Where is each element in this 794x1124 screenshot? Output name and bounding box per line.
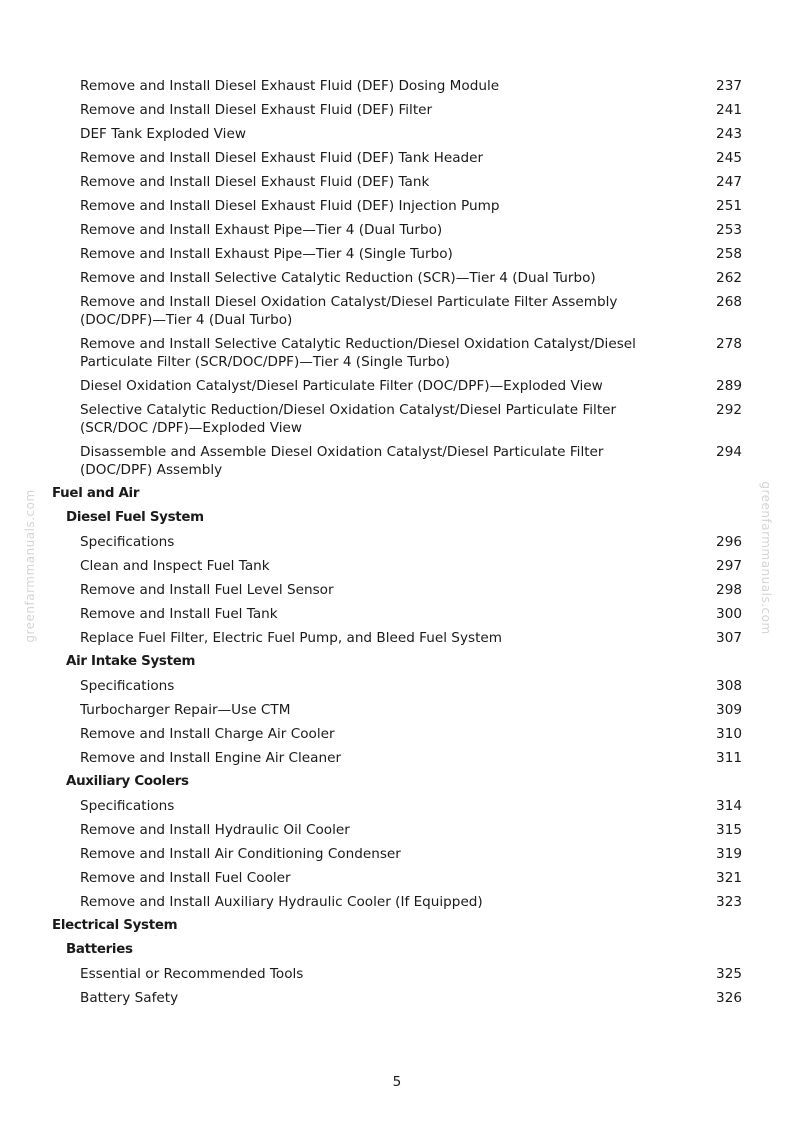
toc-entry-page: 243 xyxy=(716,126,742,142)
toc-entry[interactable] xyxy=(52,965,742,983)
toc-entry-page: 298 xyxy=(716,582,742,598)
watermark-right: greenfarmmanuals.com xyxy=(759,481,773,635)
toc-entry-title: Remove and Install Selective Catalytic Reduction (SCR)—Tier 4 (Dual Turbo) xyxy=(80,270,596,286)
toc-entry-title: Turbocharger Repair—Use CTM xyxy=(80,702,291,718)
toc-entry-page: 323 xyxy=(716,894,742,910)
toc-entry[interactable] xyxy=(52,221,742,239)
toc-entry-title: Battery Safety xyxy=(80,990,179,1006)
toc-entry-page: 315 xyxy=(716,822,742,838)
toc-entry[interactable] xyxy=(52,869,742,887)
toc-entry-page: 321 xyxy=(716,870,742,886)
toc-entry-title: Remove and Install Charge Air Cooler xyxy=(80,726,335,742)
toc-entry[interactable] xyxy=(52,893,742,911)
toc-entry[interactable] xyxy=(52,335,742,371)
toc-entry[interactable] xyxy=(52,197,742,215)
toc-entry[interactable] xyxy=(52,245,742,263)
toc-entry-page: 296 xyxy=(716,534,742,550)
toc-entry-title: Auxiliary Coolers xyxy=(66,774,189,789)
toc-entry[interactable] xyxy=(52,443,742,479)
toc-entry-title: Clean and Inspect Fuel Tank xyxy=(80,558,270,574)
toc-entry-title: Remove and Install Fuel Cooler xyxy=(80,870,291,886)
toc-subsection-heading[interactable] xyxy=(52,941,742,959)
toc-entry-title: Selective Catalytic Reduction/Diesel Oxidation Catalyst/Diesel Particulate Filter (SCR/DOC /DPF)—Exploded View xyxy=(80,402,617,436)
toc-entry-title: Remove and Install Diesel Oxidation Catalyst/Diesel Particulate Filter Assembly (DOC/DPF)—Tier 4 (Dual Turbo) xyxy=(80,294,618,328)
toc-entry[interactable] xyxy=(52,293,742,329)
toc-entry-title: Specifications xyxy=(80,798,175,814)
toc-entry-page: 307 xyxy=(716,630,742,646)
toc-entry-page: 289 xyxy=(716,378,742,394)
toc-entry-title: Remove and Install Selective Catalytic Reduction/Diesel Oxidation Catalyst/Diesel Particulate Filter (SCR/DOC/DPF)—Tier 4 (Single Turbo) xyxy=(80,336,636,370)
toc-entry-page: 310 xyxy=(716,726,742,742)
toc-entry[interactable] xyxy=(52,629,742,647)
toc-entry[interactable] xyxy=(52,845,742,863)
toc-entry-title: Disassemble and Assemble Diesel Oxidation Catalyst/Diesel Particulate Filter (DOC/DPF) Assembly xyxy=(80,444,604,478)
toc-entry-page: 319 xyxy=(716,846,742,862)
toc-subsection-heading[interactable] xyxy=(52,773,742,791)
toc-entry-title: Remove and Install Exhaust Pipe—Tier 4 (Dual Turbo) xyxy=(80,222,443,238)
toc-entry[interactable] xyxy=(52,401,742,437)
toc-entry-title: DEF Tank Exploded View xyxy=(80,126,246,142)
toc-subsection-heading[interactable] xyxy=(52,509,742,527)
toc-entry-page: 245 xyxy=(716,150,742,166)
toc-entry[interactable] xyxy=(52,989,742,1007)
toc-entry-page: 251 xyxy=(716,198,742,214)
toc-entry-title: Remove and Install Air Conditioning Condenser xyxy=(80,846,401,862)
toc-entry[interactable] xyxy=(52,377,742,395)
toc-entry-title: Electrical System xyxy=(52,918,178,933)
toc-entry[interactable] xyxy=(52,605,742,623)
toc-entry-title: Batteries xyxy=(66,942,133,957)
toc-entry[interactable] xyxy=(52,101,742,119)
toc-entry-title: Remove and Install Diesel Exhaust Fluid (DEF) Injection Pump xyxy=(80,198,500,214)
toc-entry[interactable] xyxy=(52,701,742,719)
toc-entry-page: 325 xyxy=(716,966,742,982)
toc-entry-title: Remove and Install Fuel Level Sensor xyxy=(80,582,334,598)
toc-entry-title: Remove and Install Diesel Exhaust Fluid (DEF) Tank Header xyxy=(80,150,484,166)
toc-entry-page: 309 xyxy=(716,702,742,718)
toc-entry[interactable] xyxy=(52,581,742,599)
toc-entry-title: Essential or Recommended Tools xyxy=(80,966,304,982)
toc-entry-page: 268 xyxy=(716,294,742,310)
toc-entry-title: Remove and Install Hydraulic Oil Cooler xyxy=(80,822,350,838)
toc-entry[interactable] xyxy=(52,533,742,551)
toc-subsection-heading[interactable] xyxy=(52,653,742,671)
toc-entry[interactable] xyxy=(52,749,742,767)
toc-entry-page: 326 xyxy=(716,990,742,1006)
watermark-left: greenfarmmanuals.com xyxy=(23,489,37,643)
toc-entry-title: Replace Fuel Filter, Electric Fuel Pump, and Bleed Fuel System xyxy=(80,630,503,646)
toc-entry-page: 253 xyxy=(716,222,742,238)
toc-entry-title: Remove and Install Auxiliary Hydraulic Cooler (If Equipped) xyxy=(80,894,483,910)
toc-section-heading[interactable] xyxy=(52,917,742,935)
toc-entry-page: 241 xyxy=(716,102,742,118)
toc-entry-title: Diesel Oxidation Catalyst/Diesel Particulate Filter (DOC/DPF)—Exploded View xyxy=(80,378,603,394)
toc-entry-title: Remove and Install Exhaust Pipe—Tier 4 (Single Turbo) xyxy=(80,246,453,262)
toc-entry-title: Remove and Install Fuel Tank xyxy=(80,606,278,622)
toc-entry-page: 262 xyxy=(716,270,742,286)
toc-entry[interactable] xyxy=(52,173,742,191)
toc-entry-page: 297 xyxy=(716,558,742,574)
toc-entry-title: Air Intake System xyxy=(66,654,196,669)
toc-entry-title: Remove and Install Diesel Exhaust Fluid (DEF) Tank xyxy=(80,174,430,190)
toc-entry-title: Remove and Install Engine Air Cleaner xyxy=(80,750,342,766)
toc-entry[interactable] xyxy=(52,149,742,167)
toc-entry-title: Remove and Install Diesel Exhaust Fluid (DEF) Filter xyxy=(80,102,433,118)
toc-entry[interactable] xyxy=(52,269,742,287)
toc-entry[interactable] xyxy=(52,557,742,575)
toc-entry-title: Diesel Fuel System xyxy=(66,510,204,525)
toc-entry-page: 292 xyxy=(716,402,742,418)
toc-entry-page: 300 xyxy=(716,606,742,622)
toc-entry-title: Remove and Install Diesel Exhaust Fluid (DEF) Dosing Module xyxy=(80,78,500,94)
toc-entry-page: 247 xyxy=(716,174,742,190)
toc-entry[interactable] xyxy=(52,797,742,815)
toc-entry-page: 294 xyxy=(716,444,742,460)
toc-entry[interactable] xyxy=(52,725,742,743)
toc-entry-page: 278 xyxy=(716,336,742,352)
toc-entry-page: 311 xyxy=(716,750,742,766)
toc-entry[interactable] xyxy=(52,77,742,95)
toc-entry-page: 314 xyxy=(716,798,742,814)
toc-entry[interactable] xyxy=(52,677,742,695)
toc-entry-title: Specifications xyxy=(80,678,175,694)
toc-section-heading[interactable] xyxy=(52,485,742,503)
toc-entry-title: Fuel and Air xyxy=(52,486,140,501)
toc-entry[interactable] xyxy=(52,821,742,839)
toc-entry[interactable] xyxy=(52,125,742,143)
toc-entry-page: 258 xyxy=(716,246,742,262)
toc-entry-title: Specifications xyxy=(80,534,175,550)
table-of-contents xyxy=(52,77,742,1013)
toc-entry-page: 237 xyxy=(716,78,742,94)
toc-entry-page: 308 xyxy=(716,678,742,694)
page-number: 5 xyxy=(392,1074,402,1090)
